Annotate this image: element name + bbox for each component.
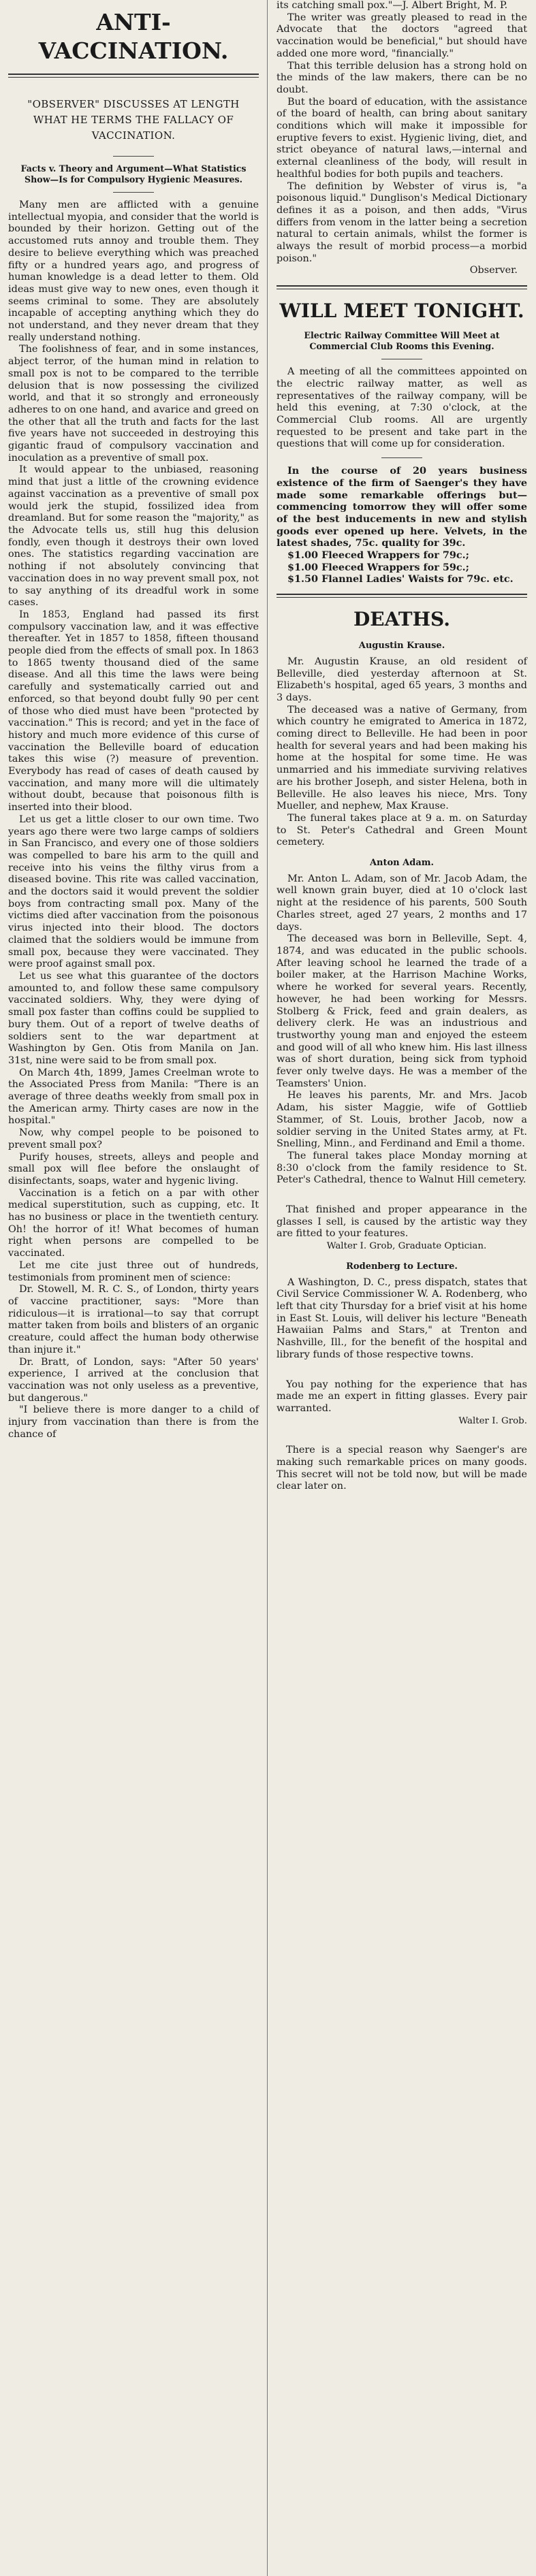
paragraph: Mr. Augustin Krause, an old resident of Belleville, died yesterday afternoon at St. Elizabeth's hospital, aged 65 years, 3 months and 3 days.	[277, 656, 527, 703]
ad-signature: Walter I. Grob, Graduate Optician.	[326, 1241, 487, 1252]
paragraph: The definition by Webster of virus is, "a poisonous liquid." Dunglison's Medical Dictionary defines it as a poison, and then adds, "Virus differs from venom in the latter being a secretion natural to certain animals, whilst the former is always the result of morbid process—a morbid poison."	[277, 180, 527, 264]
paragraph: It would appear to the unbiased, reasoning mind that just a little of the crowning evidence against vaccination as a preventive of small pox would jerk the stupid, fossilized idea from dreamland. But for some reason the "majority," as the Advocate tells us, still hug this delusion fondly, even though it destroys their own loved ones. The statistics regarding vaccination are nothing if not absolutely convincing that vaccination does in no way prevent small pox, not to say anything of its dreadful work in some cases.	[8, 464, 259, 609]
paragraph: A meeting of all the committees appointed on the electric railway matter, as well as representatives of the railway company, will be held this evening, at 7:30 o'clock, at the Commercial Club rooms. All are urgently requested to be present and take part in the questions that will come up for consideration.	[277, 366, 527, 450]
paragraph: Let us get a little closer to our own time. Two years ago there were two large camps of soldiers in San Francisco, and every one of those soldiers was compelled to bare his arm to the quill and receive into his veins the filthy virus from a diseased bovine. This rite was called vaccination, and the doctors said it would prevent the soldier boys from contracting small pox. Many of the victims died after vaccination from the poisonous virus injected into their blood. The doctors claimed that the soldiers would be immune from small pox, because they were vaccinated. They were proof against small pox.	[8, 814, 259, 970]
sale-item: $1.00 Fleeced Wrappers for 59c.;	[287, 561, 469, 573]
sale-item: $1.50 Flannel Ladies' Waists for 79c. etc.	[287, 573, 514, 585]
experience-ad	[277, 1379, 527, 1428]
paragraph: The foolishness of fear, and in some instances, abject terror, of the human mind in relation to small pox is not to be compared to the terrible delusion that is now possessing the civilized world, and that it so strongly and erroneously adheres to on one hand, and avarice and greed on the other that all the truth and facts for the last five years have not succeeded in destroying this gigantic fraud of compulsory vaccination and inoculation as a preventive of small pox.	[8, 344, 259, 464]
meeting-subhead: Electric Railway Committee Will Meet at Commercial Club Rooms this Evening.	[304, 330, 500, 352]
paragraph: "I believe there is more danger to a child of injury from vaccination than there is from the chance of	[8, 1404, 259, 1440]
paragraph: Let me cite just three out of hundreds, testimonials from prominent men of science:	[8, 1259, 259, 1283]
paragraph: Dr. Bratt, of London, says: "After 50 years' experience, I arrived at the conclusion that vaccination was not only useless as a preventive, but dangerous."	[8, 1356, 259, 1404]
article-deck: "OBSERVER" DISCUSSES AT LENGTH WHAT HE TERMS THE FALLACY OF VACCINATION.	[27, 98, 240, 142]
paragraph: The funeral takes place Monday morning at 8:30 o'clock from the family residence to St. Peter's Cathedral, thence to Walnut Hill cemetery.	[277, 1150, 527, 1186]
divider	[113, 192, 154, 193]
sale-paragraph: In the course of 20 years business existence of the firm of Saenger's they have made some remarkable offerings but—commencing tomorrow they will offer some of the best inducements in new and stylish goods ever opened up here. Velvets, in the latest shades, 75c. quality for 39c.	[277, 465, 527, 549]
paragraph: But the board of education, with the assistance of the board of health, can bring about sanitary conditions which will make it impossible for eruptive fevers to exist. Hygienic living, diet, and strict obeyance of natural laws,—internal and external cleanliness of the body, will result in healthful bodies for both pupils and teachers.	[277, 96, 527, 180]
obituary-name: Anton Adam.	[369, 858, 435, 869]
section-rule	[277, 285, 527, 289]
obituary-name: Augustin Krause.	[358, 641, 445, 651]
section-rule	[277, 594, 527, 598]
paragraph: Purify houses, streets, alleys and people and small pox will flee before the onslaught of disinfectants, soaps, water and hygenic living.	[8, 1151, 259, 1187]
saenger-secret-ad	[277, 1445, 527, 1493]
paragraph: The writer was greatly pleased to read in the Advocate that the doctors "agreed that vaccination would be beneficial," but should have added one more word, "financially."	[277, 12, 527, 59]
left-column	[8, 0, 259, 1440]
ad-text: You pay nothing for the experience that has made me an expert in fitting glasses. Every pair warranted.	[277, 1379, 527, 1414]
divider	[113, 156, 154, 157]
ad-signature: Walter I. Grob.	[458, 1415, 527, 1426]
headline-anti-vaccination: ANTI-VACCINATION.	[38, 9, 229, 64]
column-divider	[267, 0, 268, 2576]
paragraph: He leaves his parents, Mr. and Mrs. Jacob Adam, his sister Maggie, wife of Gottlieb Stammer, of St. Louis, brother Jacob, now a soldier serving in the United States army, at Ft. Snelling, Minn., and Ferdinand and Emil a thome.	[277, 1090, 527, 1150]
optician-ad	[277, 1204, 527, 1253]
paragraph: Many men are afflicted with a genuine intellectual myopia, and consider that the world is bounded by their horizon. Getting out of the accustomed ruts annoy and trouble them. They desire to believe everything which was preached fifty or a hundred years ago, and progress of human knowledge is a dead letter to them. Old ideas must give way to new ones, even though it seems criminal to some. They are absolutely incapable of accepting anything which they do not understand, and they never dream that they really understand nothing.	[8, 199, 259, 343]
right-column	[277, 0, 527, 1493]
paragraph: That this terrible delusion has a strong hold on the minds of the law makers, there can be no doubt.	[277, 60, 527, 95]
paragraph: The deceased was born in Belleville, Sept. 4, 1874, and was educated in the public schools. After leaving school he learned the trade of a boiler maker, at the Harrison Machine Works, where he worked for several years. Recently, however, he had been working for Messrs. Stolberg & Frick, feed and grain dealers, as delivery clerk. He was an industrious and trustworthy young man and enjoyed the esteem and good will of all who knew him. His last illness was of short duration, being sick from typhoid fever only twelve days. He was a member of the Teamsters' Union.	[277, 933, 527, 1089]
paragraph: Mr. Anton L. Adam, son of Mr. Jacob Adam, the well known grain buyer, died at 10 o'clock last night at the residence of his parents, 500 South Charles street, aged 27 years, 2 months and 17 days.	[277, 873, 527, 933]
paragraph: The deceased was a native of Germany, from which country he emigrated to America in 1872, coming direct to Belleville. He had been in poor health for several years and had been making his home at the hospital for some time. He was unmarried and his immediate surviving relatives are his brother Joseph, and sister Helena, both in Belleville. He also leaves his niece, Mrs. Tony Mueller, and nephew, Max Krause.	[277, 704, 527, 812]
ad-text: That finished and proper appearance in the glasses I sell, is caused by the artistic way they are fitted to your features.	[277, 1204, 527, 1240]
paragraph: Vaccination is a fetich on a par with other medical superstitution, such as cupping, etc. It has no business or place in the twentieth century. Oh! the horror of it! What becomes of human right when persons are compelled to be vaccinated.	[8, 1187, 259, 1259]
paragraph: its catching small pox."—J. Albert Bright, M. P.	[277, 0, 508, 11]
paragraph: The funeral takes place at 9 a. m. on Saturday to St. Peter's Cathedral and Green Mount cemetery.	[277, 812, 527, 848]
sale-item: $1.00 Fleeced Wrappers for 79c.;	[287, 549, 469, 562]
divider	[381, 457, 422, 458]
paragraph: In 1853, England had passed its first compulsory vaccination law, and it was effective thereafter. Yet in 1857 to 1858, fifteen thousand people died from the effects of small pox. In 1863 to 1865 twenty thousand died of the same disease. And all this time the laws were being carefully and systematically carried out and enforced, so that beyond doubt fully 90 per cent of those who died must have been "protected by vaccination." This is record; and yet in the face of history and much more evidence of this curse of vaccination the Belleville board of education takes this wise (?) measure of prevention. Everybody has read of cases of death caused by vaccination, and many more will die ultimately without doubt, because that poisonous filth is inserted into their blood.	[8, 609, 259, 814]
paragraph: Let us see what this guarantee of the doctors amounted to, and follow these same compulsory vaccinated soldiers. Why, they were dying of small pox faster than coffins could be supplied to bury them. Out of a report of twelve deaths of soldiers sent to the war department at Washington by Gen. Otis from Manila on Jan. 31st, nine were said to be from small pox.	[8, 971, 259, 1066]
article-subdeck: Facts v. Theory and Argument—What Statistics Show—Is for Compulsory Hygienic Measures.	[20, 163, 247, 184]
headline-rule	[8, 74, 259, 78]
headline-deaths: DEATHS.	[353, 608, 451, 631]
ad-text: There is a special reason why Saenger's are making such remarkable prices on many goods. This secret will not be told now, but will be made clear later on.	[277, 1445, 527, 1492]
paragraph: Dr. Stowell, M. R. C. S., of London, thirty years of vaccine practitioner, says: "More than ridiculous—it is irrational—to say that corrupt matter taken from boils and blisters of an organic creature, could affect the human body otherwise than injure it."	[8, 1284, 259, 1355]
headline-will-meet-tonight: WILL MEET TONIGHT.	[279, 300, 524, 323]
paragraph: A Washington, D. C., press dispatch, states that Civil Service Commissioner W. A. Rodenberg, who left that city Thursday for a brief visit at his home in East St. Louis, will deliver his lecture "Beneath Hawaiian Palms and Stars," at Trenton and Nashville, Ill., for the benefit of the hospital and library funds of those respective towns.	[277, 1276, 527, 1360]
article-body	[8, 199, 259, 1440]
paragraph: Now, why compel people to be poisoned to prevent small pox?	[8, 1127, 259, 1150]
lecture-headline: Rodenberg to Lecture.	[346, 1261, 458, 1272]
article-signature: Observer.	[469, 265, 518, 276]
paragraph: On March 4th, 1899, James Creelman wrote to the Associated Press from Manila: "There is an average of three deaths weekly from small pox in the American army. Thirty cases are now in the hospital."	[8, 1067, 259, 1127]
